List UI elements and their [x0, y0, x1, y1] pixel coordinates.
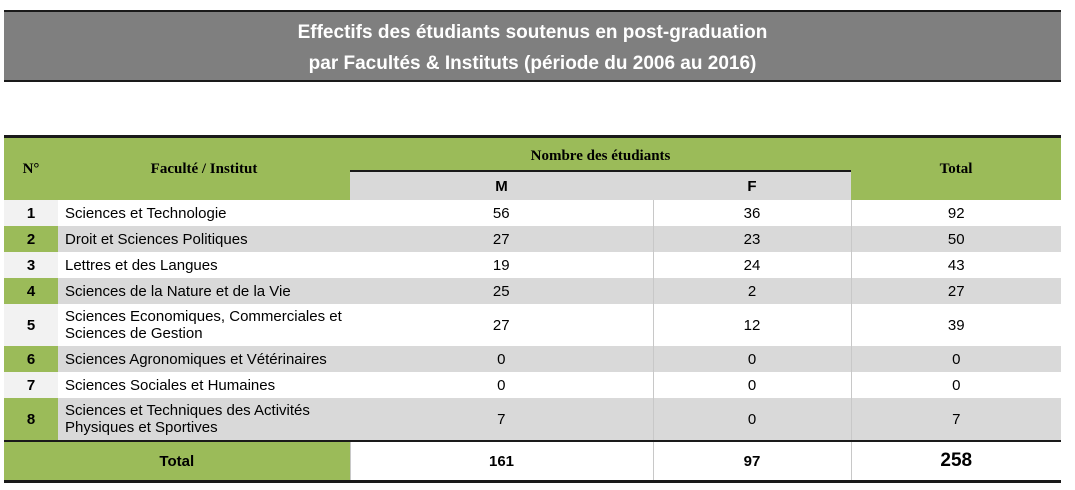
title-line-1: Effectifs des étudiants soutenus en post-graduation: [297, 22, 768, 43]
row-total-value: 27: [851, 278, 1061, 304]
totals-f-value: 97: [653, 441, 851, 482]
row-number: 6: [4, 346, 58, 372]
table-row: [4, 252, 1061, 278]
row-faculty-name: Sciences Sociales et Humaines: [58, 372, 350, 398]
row-total-value: 43: [851, 252, 1061, 278]
header-students-count: Nombre des étudiants: [350, 137, 851, 172]
table-row: [4, 346, 1061, 372]
header-num: N°: [4, 137, 58, 201]
row-f-value: 12: [653, 304, 851, 346]
row-number: 2: [4, 226, 58, 252]
row-f-value: 2: [653, 278, 851, 304]
header-total: Total: [851, 137, 1061, 201]
row-faculty-name: Sciences Agronomiques et Vétérinaires: [58, 346, 350, 372]
row-number: 8: [4, 398, 58, 441]
row-faculty-name: Sciences Economiques, Commerciales et Sciences de Gestion: [58, 304, 350, 346]
row-number: 7: [4, 372, 58, 398]
row-number: 1: [4, 200, 58, 226]
totals-label: Total: [4, 441, 350, 482]
row-m-value: 25: [350, 278, 653, 304]
header-m: M: [350, 171, 653, 200]
table-row: [4, 278, 1061, 304]
row-faculty-name: Sciences et Technologie: [58, 200, 350, 226]
title-banner: [4, 10, 1061, 82]
row-total-value: 50: [851, 226, 1061, 252]
row-f-value: 36: [653, 200, 851, 226]
row-number: 3: [4, 252, 58, 278]
header-f: F: [653, 171, 851, 200]
row-m-value: 0: [350, 346, 653, 372]
title-line-2: par Facultés & Instituts (période du 2006 au 2016): [308, 53, 757, 74]
header-faculty: Faculté / Institut: [58, 137, 350, 201]
row-f-value: 23: [653, 226, 851, 252]
row-total-value: 0: [851, 372, 1061, 398]
row-m-value: 0: [350, 372, 653, 398]
totals-row: [4, 441, 1061, 482]
row-number: 4: [4, 278, 58, 304]
row-m-value: 19: [350, 252, 653, 278]
table-row: [4, 398, 1061, 441]
row-m-value: 27: [350, 304, 653, 346]
table-row: [4, 200, 1061, 226]
row-m-value: 27: [350, 226, 653, 252]
row-number: 5: [4, 304, 58, 346]
totals-m-value: 161: [350, 441, 653, 482]
table-row: [4, 372, 1061, 398]
row-faculty-name: Sciences et Techniques des Activités Physiques et Sportives: [58, 398, 350, 441]
row-faculty-name: Sciences de la Nature et de la Vie: [58, 278, 350, 304]
row-f-value: 24: [653, 252, 851, 278]
table-row: [4, 226, 1061, 252]
row-faculty-name: Lettres et des Langues: [58, 252, 350, 278]
row-f-value: 0: [653, 372, 851, 398]
table-row: [4, 304, 1061, 346]
row-f-value: 0: [653, 398, 851, 441]
row-total-value: 92: [851, 200, 1061, 226]
students-table: [4, 135, 1061, 483]
row-faculty-name: Droit et Sciences Politiques: [58, 226, 350, 252]
totals-total-value: 258: [851, 441, 1061, 482]
row-m-value: 56: [350, 200, 653, 226]
row-total-value: 7: [851, 398, 1061, 441]
row-m-value: 7: [350, 398, 653, 441]
row-total-value: 39: [851, 304, 1061, 346]
row-total-value: 0: [851, 346, 1061, 372]
row-f-value: 0: [653, 346, 851, 372]
